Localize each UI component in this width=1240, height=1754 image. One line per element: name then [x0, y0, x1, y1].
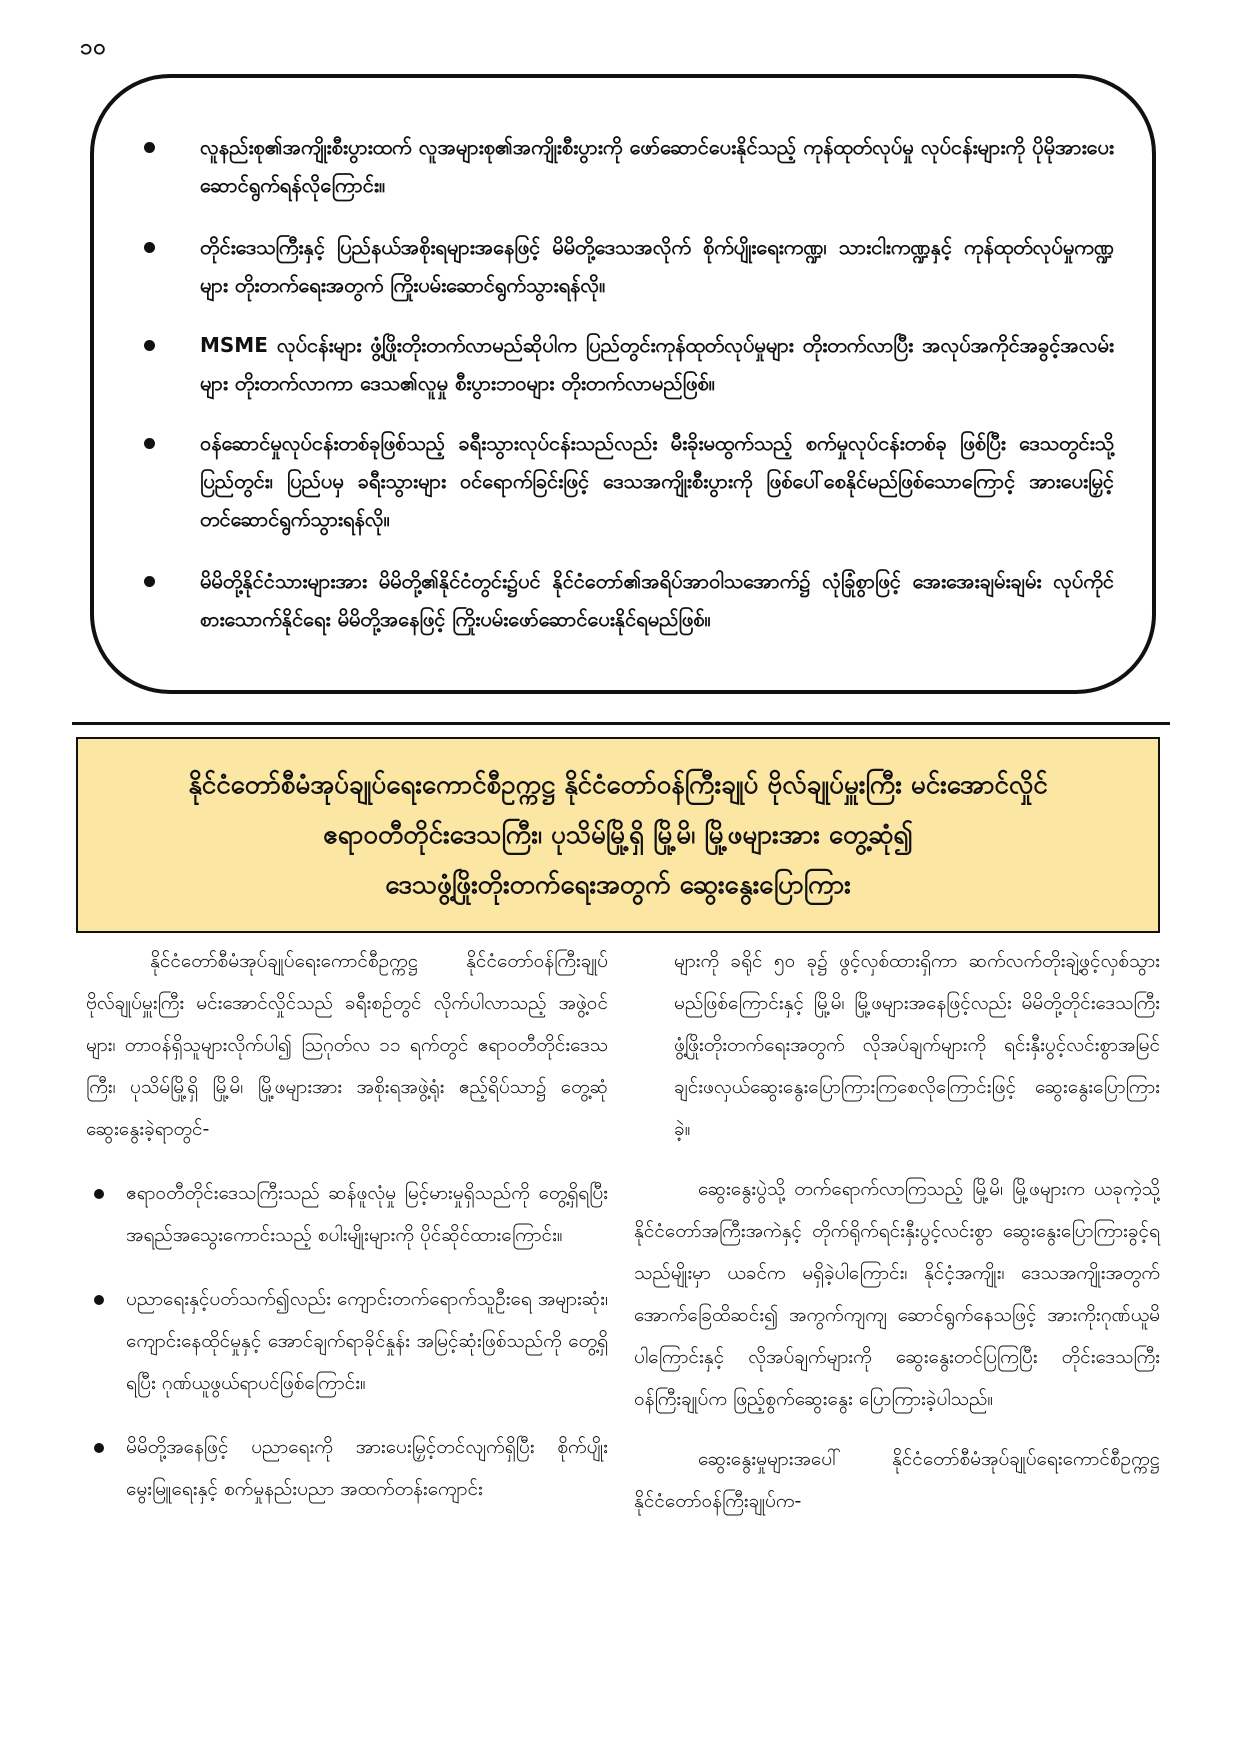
article-intro-paragraph: နိုင်ငံတော်စီမံအုပ်ချုပ်ရေးကောင်စီဥက္ကဋ္ဌ နိုင်ငံတော်ဝန်ကြီးချုပ် ဗိုလ်ချုပ်မှူးကြီး မင်းအောင်လှိုင်သည် ခရီးစဉ်တွင် လိုက်ပါလာသည့် အဖွဲ့ဝင်များ၊ တာဝန်ရှိသူများလိုက်ပါ၍ ဩဂုတ်လ ၁၁ ရက်တွင် ဧရာဝတီတိုင်းဒေသကြီး၊ ပုသိမ်မြို့ရှိ မြို့မိ၊ မြို့ဖများအား အစိုးရအဖွဲ့ရုံး ဧည့်ရိပ်သာ၌ တွေ့ဆုံဆွေးနွေးခဲ့ရာတွင်-	[86, 950, 608, 1140]
key-point-item	[144, 562, 1114, 638]
article-bullet-item	[86, 1426, 608, 1510]
bullet-icon	[144, 438, 155, 449]
key-point-item	[144, 128, 1114, 204]
key-point-item	[144, 424, 1114, 538]
article-bullet-list	[86, 1172, 608, 1510]
key-point-text: MSME လုပ်ငန်းများ ဖွံ့ဖြိုးတိုးတက်လာမည်ဆိုပါက ပြည်တွင်းကုန်ထုတ်လုပ်မှုများ တိုးတက်လာပြီး အလုပ်အကိုင်အခွင့်အလမ်းများ တိုးတက်လာကာ ဒေသ၏လူမှု စီးပွားဘဝများ တိုးတက်လာမည်ဖြစ်။	[200, 333, 1114, 395]
article-bullet-item	[86, 1278, 608, 1404]
article-right-column	[634, 940, 1160, 1522]
article-left-column	[86, 940, 608, 1510]
key-point-item	[144, 228, 1114, 304]
page-number: ၁၀	[80, 35, 107, 60]
article-bullet-item	[86, 1172, 608, 1256]
article-bullet-text: ဧရာဝတီတိုင်းဒေသကြီးသည် ဆန်ဖူလုံမှု မြင့်မားမှုရှိသည်ကို တွေ့ရှိရပြီး အရည်အသွေးကောင်းသည့် စပါးမျိုးများကို ပိုင်ဆိုင်ထားကြောင်း။	[126, 1182, 608, 1246]
bullet-icon	[144, 576, 155, 587]
key-point-text: ဝန်ဆောင်မှုလုပ်ငန်းတစ်ခုဖြစ်သည့် ခရီးသွားလုပ်ငန်းသည်လည်း မီးခိုးမထွက်သည့် စက်မှုလုပ်ငန်းတစ်ခု ဖြစ်ပြီး ဒေသတွင်းသို့ ပြည်တွင်း၊ ပြည်ပမှ ခရီးသွားများ ဝင်ရောက်ခြင်းဖြင့် ဒေသအကျိုးစီးပွားကို ဖြစ်ပေါ်စေနိုင်မည်ဖြစ်သောကြောင့် အားပေးမြှင့်တင်ဆောင်ရွက်သွားရန်လို။	[200, 431, 1114, 531]
section-divider	[72, 722, 1170, 725]
key-points-list	[94, 78, 1152, 690]
article-bullet-text: မိမိတို့အနေဖြင့် ပညာရေးကို အားပေးမြှင့်တင်လျက်ရှိပြီး စိုက်ပျိုးမွေးမြူရေးနှင့် စက်မှုနည်းပညာ အထက်တန်းကျောင်း	[126, 1436, 608, 1500]
article-bullet-text: ပညာရေးနှင့်ပတ်သက်၍လည်း ကျောင်းတက်ရောက်သူဦးရေ အများဆုံး၊ ကျောင်းနေထိုင်မှုနှင့် အောင်ချက်ရာခိုင်နှုန်း အမြင့်ဆုံးဖြစ်သည်ကို တွေ့ရှိရပြီး ဂုဏ်ယူဖွယ်ရာပင်ဖြစ်ကြောင်း။	[126, 1288, 608, 1394]
headline-line-3: ဒေသဖွံ့ဖြိုးတိုးတက်ရေးအတွက် ဆွေးနွေးပြောကြား	[385, 870, 851, 900]
bullet-icon	[144, 340, 155, 351]
key-point-text: မိမိတို့နိုင်ငံသားများအား မိမိတို့၏နိုင်ငံတွင်း၌ပင် နိုင်ငံတော်၏အရိပ်အာဝါသအောက်၌ လုံခြုံစွာဖြင့် အေးအေးချမ်းချမ်း လုပ်ကိုင်စားသောက်နိုင်ရေး မိမိတို့အနေဖြင့် ကြိုးပမ်းဖော်ဆောင်ပေးနိုင်ရမည်ဖြစ်။	[200, 569, 1114, 631]
headline-line-2: ဧရာဝတီတိုင်းဒေသကြီး၊ ပုသိမ်မြို့ရှိ မြို့မိ၊ မြို့ဖများအား တွေ့ဆုံ၍	[323, 820, 913, 850]
news-headline-box	[76, 737, 1160, 933]
key-points-box	[90, 74, 1156, 694]
key-point-text: လူနည်းစု၏အကျိုးစီးပွားထက် လူအများစု၏အကျိုးစီးပွားကို ဖော်ဆောင်ပေးနိုင်သည့် ကုန်ထုတ်လုပ်မှု လုပ်ငန်းများကို ပိုမိုအားပေးဆောင်ရွက်ရန်လိုကြောင်း။	[200, 135, 1114, 197]
bullet-icon	[144, 242, 155, 253]
headline-line-1: နိုင်ငံတော်စီမံအုပ်ချုပ်ရေးကောင်စီဥက္ကဋ္ဌ နိုင်ငံတော်ဝန်ကြီးချုပ် ဗိုလ်ချုပ်မှူးကြီး မင်းအောင်လှိုင်	[188, 770, 1048, 800]
bullet-icon	[144, 142, 155, 153]
article-paragraph: ဆွေးနွေးပွဲသို့ တက်ရောက်လာကြသည့် မြို့မိ၊ မြို့ဖများက ယခုကဲ့သို့ နိုင်ငံတော်အကြီးအကဲနှင့် တိုက်ရိုက်ရင်းနှီးပွင့်လင်းစွာ ဆွေးနွေးပြောကြားခွင့်ရသည်မျိုးမှာ ယခင်က မရှိခဲ့ပါကြောင်း၊ နိုင်ငံ့အကျိုး၊ ဒေသအကျိုးအတွက် အောက်ခြေထိဆင်း၍ အကွက်ကျကျ ဆောင်ရွက်နေသဖြင့် အားကိုးဂုဏ်ယူမိပါကြောင်းနှင့် လိုအပ်ချက်များကို ဆွေးနွေးတင်ပြကြပြီး တိုင်းဒေသကြီးဝန်ကြီးချုပ်က ဖြည့်စွက်ဆွေးနွေး ပြောကြားခဲ့ပါသည်။	[634, 1178, 1160, 1410]
bullet-icon	[94, 1443, 104, 1453]
key-point-item	[144, 326, 1114, 402]
bullet-icon	[94, 1295, 104, 1305]
key-point-text: တိုင်းဒေသကြီးနှင့် ပြည်နယ်အစိုးရများအနေဖြင့် မိမိတို့ဒေသအလိုက် စိုက်ပျိုးရေးကဏ္ဍ၊ သားငါးကဏ္ဍနှင့် ကုန်ထုတ်လုပ်မှုကဏ္ဍများ တိုးတက်ရေးအတွက် ကြိုးပမ်းဆောင်ရွက်သွားရန်လို။	[200, 235, 1114, 297]
bullet-icon	[94, 1189, 104, 1199]
article-paragraph: ဆွေးနွေးမှုများအပေါ် နိုင်ငံတော်စီမံအုပ်ချုပ်ရေးကောင်စီဥက္ကဋ္ဌ နိုင်ငံတော်ဝန်ကြီးချုပ်က-	[634, 1448, 1160, 1512]
article-continued-paragraph: များကို ခရိုင် ၅၀ ခု၌ ဖွင့်လှစ်ထားရှိကာ ဆက်လက်တိုးချဲ့ဖွင့်လှစ်သွားမည်ဖြစ်ကြောင်းနှင့် မြို့မိ၊ မြို့ဖများအနေဖြင့်လည်း မိမိတို့တိုင်းဒေသကြီး ဖွံ့ဖြိုးတိုးတက်ရေးအတွက် လိုအပ်ချက်များကို ရင်းနှီးပွင့်လင်းစွာအမြင်ချင်းဖလှယ်ဆွေးနွေးပြောကြားကြစေလိုကြောင်းဖြင့် ဆွေးနွေးပြောကြားခဲ့။	[674, 950, 1160, 1140]
